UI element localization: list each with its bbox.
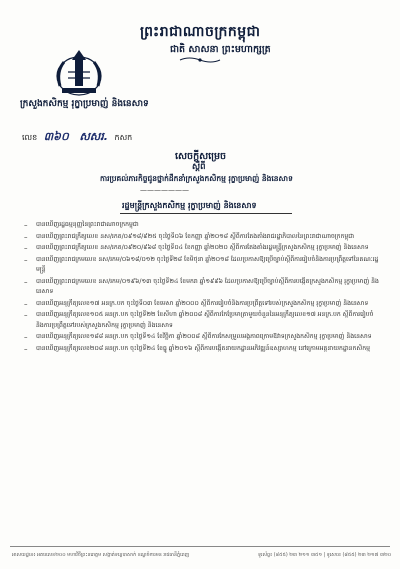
list-item [24, 344, 380, 355]
list-item-text: បានឃើញព្រះរាជក្រឹត្យលេខ នស/រកត/០៩១៨/៩២៥ ចុះថ្ងៃទី០៦ ខែកញ្ញា ឆ្នាំ២០១៨ ស្តីពីការតែងតាំងរាជរដ្ឋាភិបាលនៃព្រះរាជាណាចក្រកម្ពុជា [36, 232, 355, 240]
coat-of-arms-emblem-icon [48, 46, 110, 100]
list-item-text: បានឃើញអនុក្រឹត្យលេខ១៨៨ អនក្រ.បក ចុះថ្ងៃទី១៤ ខែវិច្ឆិកា ឆ្នាំ២០០៨ ស្តីពីការកែសម្រួលអង្គភាពក្រោមឱវាទក្រសួងកសិកម្ម រុក្ខាប្រមាញ់ និងនេសាទ [36, 333, 372, 340]
reference-handwritten-number: ៣៦០ [43, 130, 69, 143]
reference-handwritten-code: សសរ. [79, 130, 108, 143]
list-item-text: បានឃើញរដ្ឋធម្មនុញ្ញនៃព្រះរាជាណាចក្រកម្ពុជា [36, 221, 139, 228]
bullet-icon: – [24, 232, 28, 241]
reference-suffix: កសក [114, 133, 133, 142]
list-item-text: បានឃើញព្រះរាជក្រមលេខ នស/រកម/០១៩៦/១៣ ចុះថ្ងៃទី២៤ ខែមករា ឆ្នាំ១៩៩៦ ដែលប្រកាសឱ្យប្រើច្បាប់ស្តីពីការបង្កើតក្រសួងកសិកម្ម រុក្ខាប្រមាញ់ និងនេសាទ [36, 277, 379, 295]
ornament-divider-icon [178, 56, 222, 64]
footer-contact: ទូរស័ព្ទ៖ (៨៥៥) ២៣ ២១១ ៣៥១ | ទូរសារ៖ (៨៥៥) ២៣ ២១៧ ៣២០ [258, 553, 392, 558]
list-item [24, 277, 380, 298]
bullet-icon: – [24, 277, 28, 286]
bullet-icon: – [24, 344, 28, 353]
list-item-text: បានឃើញព្រះរាជក្រមលេខ នស/រកម/០៦១៨/០១២ ចុះថ្ងៃទី២៨ ខែមិថុនា ឆ្នាំ២០១៨ ដែលប្រកាសឱ្យប្រើច្បាប់ស្តីពីការរៀបចំនិងការប្រព្រឹត្តទៅនៃគណៈរដ្ឋមន្ត្រី [36, 255, 379, 273]
decision-title: សេចក្តីសម្រេច [175, 151, 227, 162]
list-item [24, 299, 380, 310]
list-item [24, 232, 380, 243]
kingdom-heading: ព្រះរាជាណាចក្រកម្ពុជា [140, 24, 261, 40]
list-item [24, 332, 380, 343]
list-item-text: បានឃើញអនុក្រឹត្យលេខ១០៥ អនក្រ.បក ចុះថ្ងៃទី២២ ខែសីហា ឆ្នាំ២០០៨ ស្តីពីការកែប្រែមាត្រាមួយចំនួននៃអនុក្រឹត្យលេខ១៧ អនក្រ.បក ស្តីពីការរៀបចំ និងការប្រព្រឹត្តទៅរបស់ក្រសួងកសិកម្ម រុក្ខាប្រមាញ់ និងនេសាទ [36, 311, 374, 329]
bullet-icon: – [24, 333, 28, 341]
bullet-icon: – [24, 244, 28, 252]
decision-about: ស្តីពី [192, 162, 206, 172]
list-item-text: បានឃើញអនុក្រឹត្យលេខ២០៨ អនក្រ.បក ចុះថ្ងៃទី២៤ ខែធ្នូ ឆ្នាំ២០១៦ ស្តីពីការបង្កើតនាយកដ្ឋានអភិវឌ្ឍន៍ឧស្សាហកម្ម នៅក្រោមអគ្គនាយកដ្ឋានកសិកម្ម [36, 344, 370, 352]
bullet-icon: – [24, 311, 28, 319]
reference-prefix: លេខ [22, 133, 38, 142]
bullet-icon: – [24, 299, 28, 308]
footer-divider [10, 546, 390, 547]
ministry-name: ក្រសួងកសិកម្ម រុក្ខាប្រមាញ់ និងនេសាទ [20, 99, 149, 109]
footer-address: អាសយដ្ឋាន៖ អគារលេខ២០០ មហាវិថីព្រះនរោត្តម សង្កាត់ទន្លេបាសាក់ ខណ្ឌចំការមន រាជធានីភ្នំពេញ [12, 553, 190, 558]
bullet-icon: – [24, 221, 28, 229]
issuer-underline [120, 213, 292, 214]
list-item-text: បានឃើញអនុក្រឹត្យលេខ១៧ អនក្រ.បក ចុះថ្ងៃទី០៣ ខែមេសា ឆ្នាំ២០០០ ស្តីពីការរៀបចំនិងការប្រព្រឹត្តទៅរបស់ក្រសួងកសិកម្ម រុក្ខាប្រមាញ់ និងនេសាទ [36, 299, 369, 307]
decision-separator: ——————— [140, 186, 189, 194]
list-item [24, 310, 380, 331]
list-item [24, 255, 380, 276]
preamble-list [24, 220, 380, 355]
bullet-icon: – [24, 255, 28, 264]
list-item-text: បានឃើញព្រះរាជក្រឹត្យលេខ នស/រកត/០៩២០/៩៦៨ ចុះថ្ងៃទី០៤ ខែកញ្ញា ឆ្នាំ២០២០ ស្តីពីការតែងតាំងរដ្ឋមន្ត្រីក្រសួងកសិកម្ម រុក្ខាប្រមាញ់ និងនេសាទ [36, 244, 369, 251]
issuer-heading: រដ្ឋមន្ត្រីក្រសួងកសិកម្ម រុក្ខាប្រមាញ់ និងនេសាទ [122, 201, 257, 210]
list-item [24, 220, 380, 231]
list-item [24, 243, 380, 254]
national-motto: ជាតិ សាសនា ព្រះមហាក្សត្រ [170, 44, 271, 55]
reference-number [22, 130, 132, 146]
decision-subject: ការប្រគល់ភារកិច្ចជូនថ្នាក់ដឹកនាំក្រសួងកសិកម្ម រុក្ខាប្រមាញ់ និងនេសាទ [100, 174, 293, 183]
